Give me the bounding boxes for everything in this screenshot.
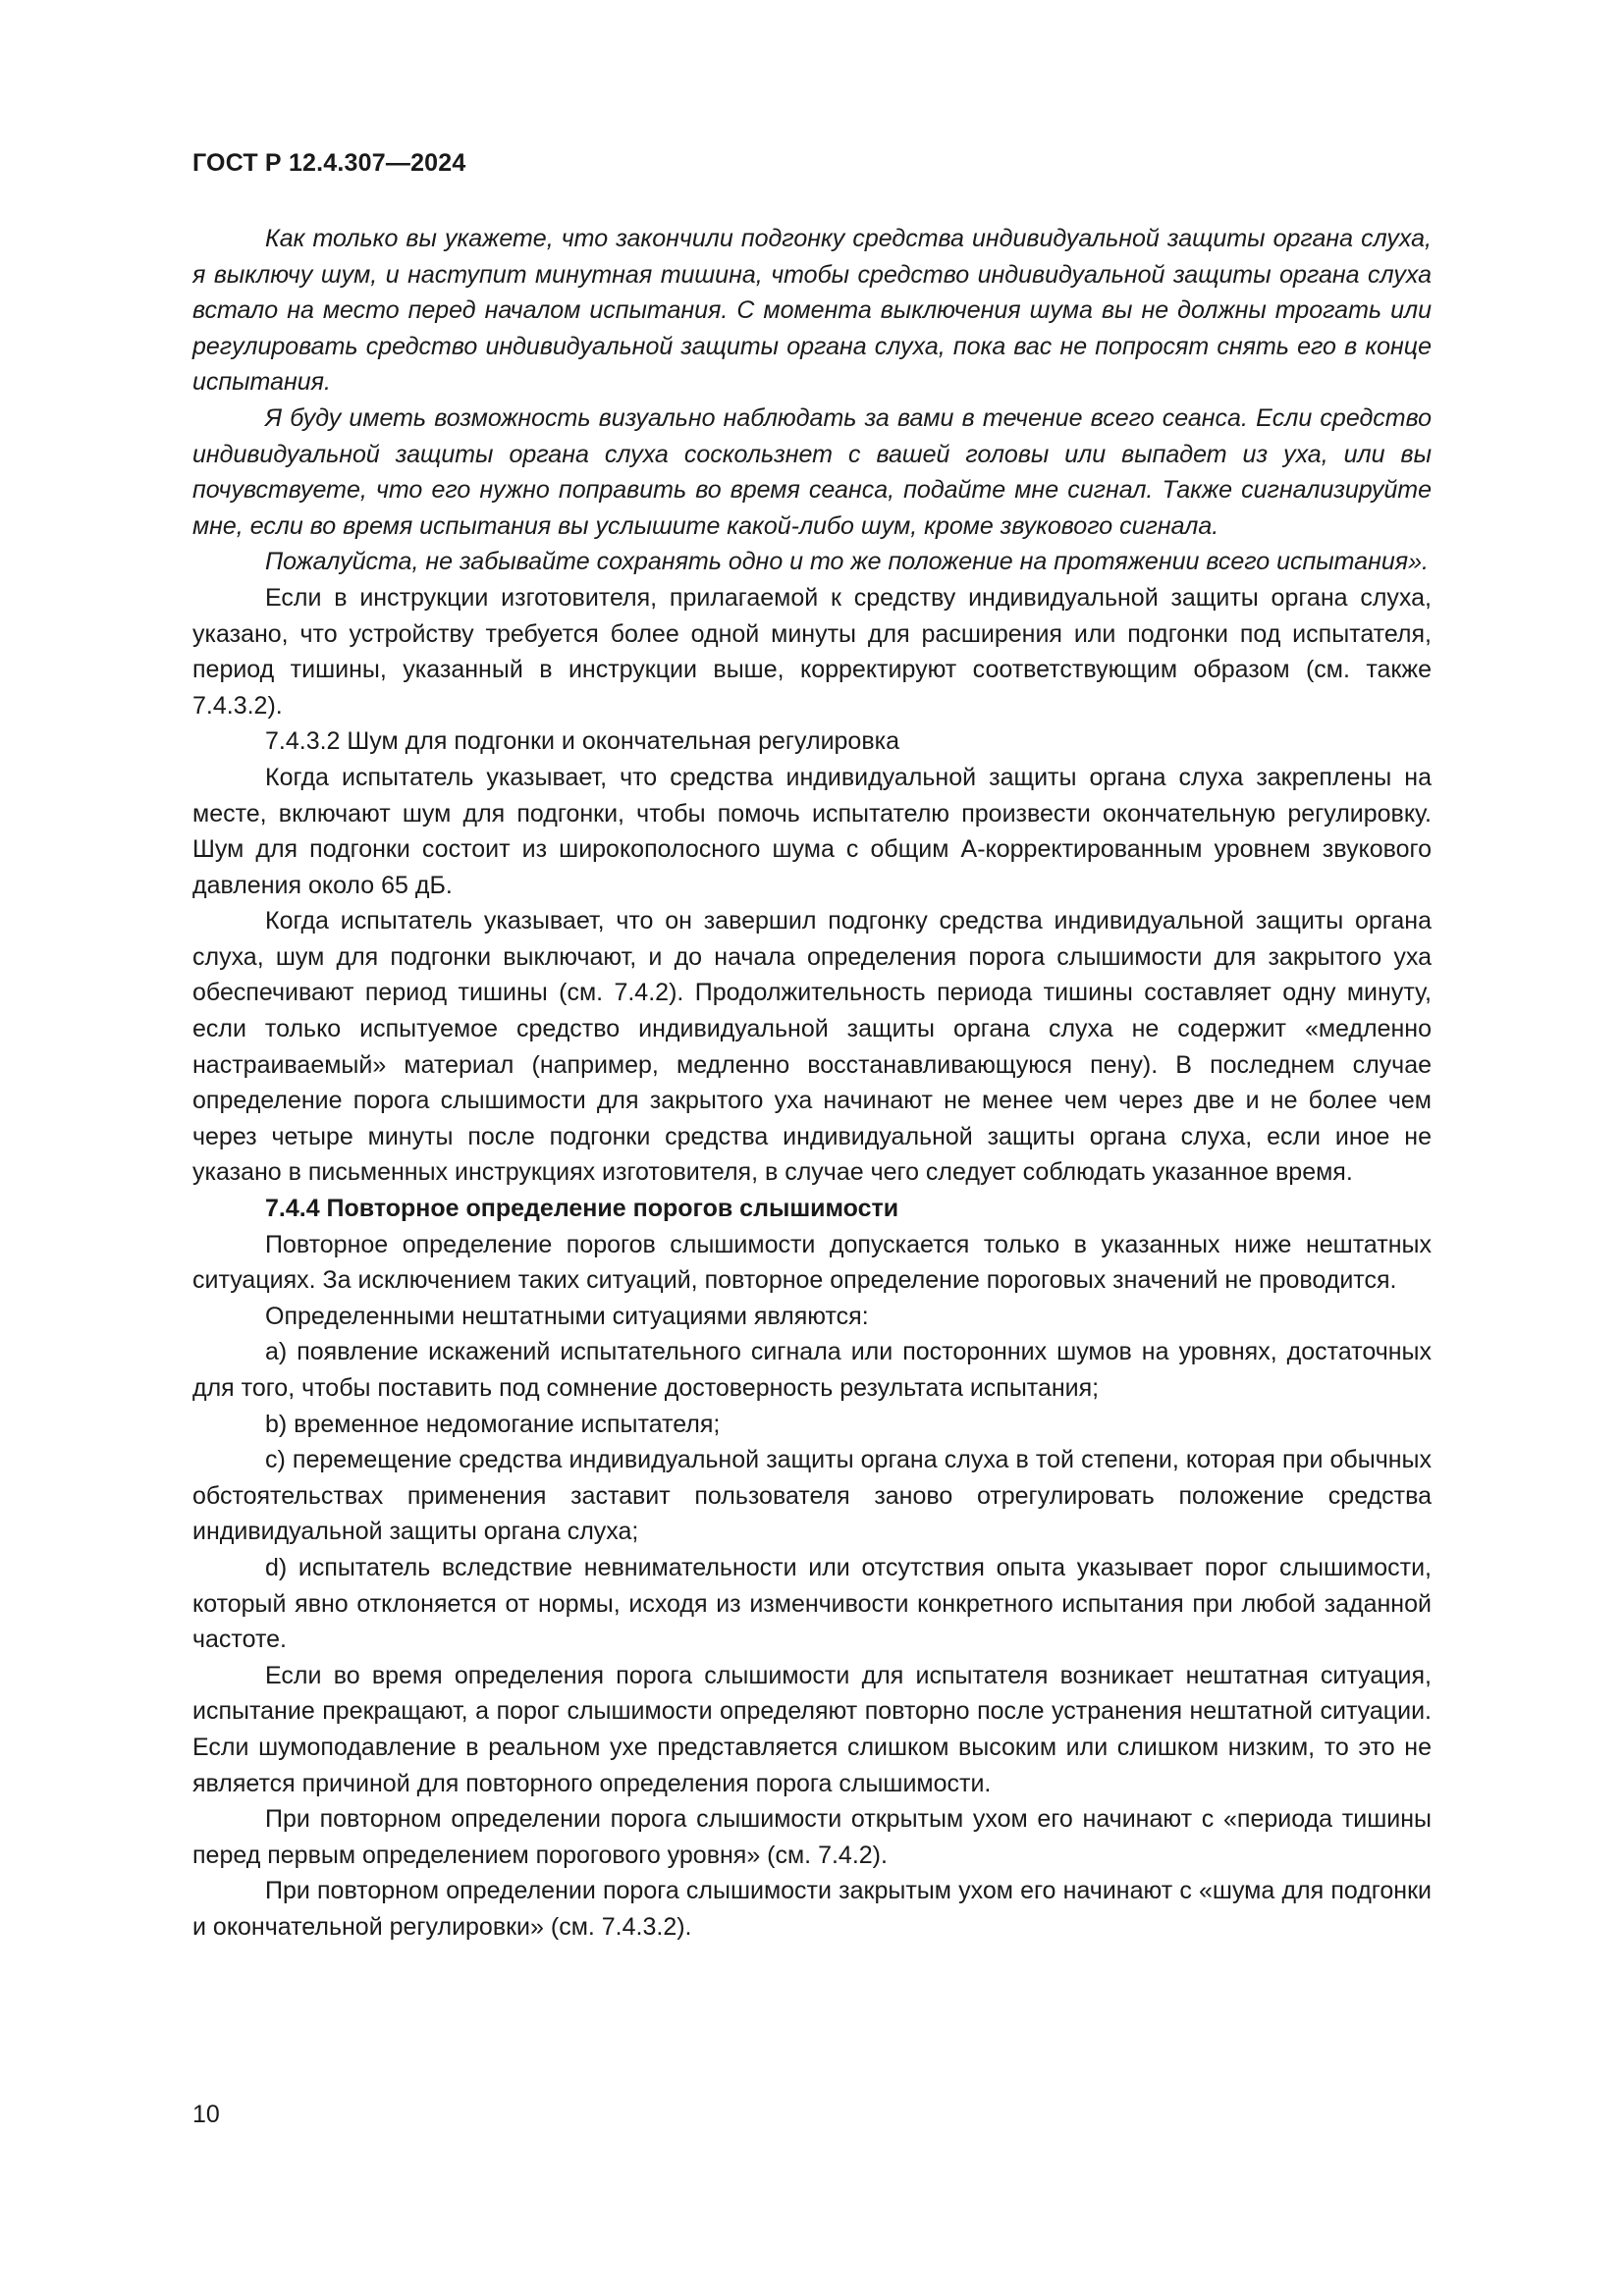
- paragraph-fitting-noise: Когда испытатель указывает, что средства индивидуальной защиты органа слуха закреплены на месте, включают шум для подгонки, чтобы помочь испытателю произвести окончательную регулировку. Шум для подгонки состоит из широкополосного шума с общим А-корректированным уровнем звукового давления около 65 дБ.: [192, 763, 1432, 899]
- paragraph-instruction-2: Я буду иметь возможность визуально наблюдать за вами в течение всего сеанса. Если средство индивидуальной защиты органа слуха соскользнет с вашей головы или выпадет из уха, или вы почувствуете, что его нужно поправить во время сеанса, подайте мне сигнал. Также сигнализируйте мне, если во время испытания вы услышите какой-либо шум, кроме звукового сигнала.: [192, 403, 1432, 540]
- paragraph-occluded-ear-retest: При повторном определении порога слышимости закрытым ухом его начинают с «шума для подгонки и окончательной регулировки» (см. 7.4.3.2).: [192, 1877, 1432, 1941]
- paragraph-quiet-period: Когда испытатель указывает, что он завершил подгонку средства индивидуальной защиты органа слуха, шум для подгонки выключают, и до начала определения порога слышимости для закрытого уха обеспечивают период тишины (см. 7.4.2). Продолжительность периода тишины составляет одну минуту, если только испытуемое средство индивидуальной защиты органа слуха не содержит «медленно настраиваемый» материал (например, медленно восстанавливающуюся пену). В последнем случае определение порога слышимости для закрытого уха начинают не менее чем через две и не более чем через четыре минуты после подгонки средства индивидуальной защиты органа слуха, если иное не указано в письменных инструкциях изготовителя, в случае чего следует соблюдать указанное время.: [192, 907, 1432, 1187]
- list-item-b: b) временное недомогание испытателя;: [265, 1410, 721, 1438]
- list-item-c: c) перемещение средства индивидуальной защиты органа слуха в той степени, которая при обычных обстоятельствах применения заставит пользователя заново отрегулировать положение средства индивидуальной защиты органа слуха;: [192, 1446, 1432, 1546]
- paragraph-situations-intro: Определенными нештатными ситуациями являются:: [265, 1302, 869, 1330]
- list-item-a: а) появление искажений испытательного сигнала или посторонних шумов на уровнях, достаточных для того, чтобы поставить под сомнение достоверность результата испытания;: [192, 1338, 1432, 1402]
- page-number: 10: [192, 2101, 220, 2128]
- paragraph-manufacturer-instructions: Если в инструкции изготовителя, прилагаемой к средству индивидуальной защиты органа слуха, указано, что устройству требуется более одной минуты для расширения или подгонки под испытателя, период тишины, указанный в инструкции выше, корректируют соответствующим образом (см. также 7.4.3.2).: [192, 583, 1432, 720]
- paragraph-abnormal-situation: Если во время определения порога слышимости для испытателя возникает нештатная ситуация, испытание прекращают, а порог слышимости определяют повторно после устранения нештатной ситуации. Если шумоподавление в реальном ухе представляется слишком высоким или слишком низким, то это не является причиной для повторного определения порога слышимости.: [192, 1661, 1432, 1797]
- paragraph-instruction-3: Пожалуйста, не забывайте сохранять одно и то же положение на протяжении всего испытания».: [265, 548, 1429, 576]
- subsection-heading-7-4-3-2: 7.4.3.2 Шум для подгонки и окончательная регулировка: [265, 727, 900, 756]
- paragraph-retesting-allowed: Повторное определение порогов слышимости допускается только в указанных ниже нештатных ситуациях. За исключением таких ситуаций, повторное определение пороговых значений не проводится.: [192, 1230, 1432, 1295]
- list-item-d: d) испытатель вследствие невнимательности или отсутствия опыта указывает порог слышимости, который явно отклоняется от нормы, исходя из изменчивости конкретного испытания при любой заданной частоте.: [192, 1553, 1432, 1654]
- paragraph-open-ear-retest: При повторном определении порога слышимости открытым ухом его начинают с «периода тишины перед первым определением порогового уровня» (см. 7.4.2).: [192, 1805, 1432, 1869]
- document-header: ГОСТ Р 12.4.307—2024: [192, 149, 466, 177]
- paragraph-instruction-1: Как только вы укажете, что закончили подгонку средства индивидуальной защиты органа слуха, я выключу шум, и наступит минутная тишина, чтобы средство индивидуальной защиты органа слуха встало на место перед началом испытания. С момента выключения шума вы не должны трогать или регулировать средство индивидуальной защиты органа слуха, пока вас не попросят снять его в конце испытания.: [192, 225, 1432, 397]
- document-body: [192, 221, 1432, 1946]
- section-heading-7-4-4: 7.4.4 Повторное определение порогов слышимости: [265, 1195, 899, 1223]
